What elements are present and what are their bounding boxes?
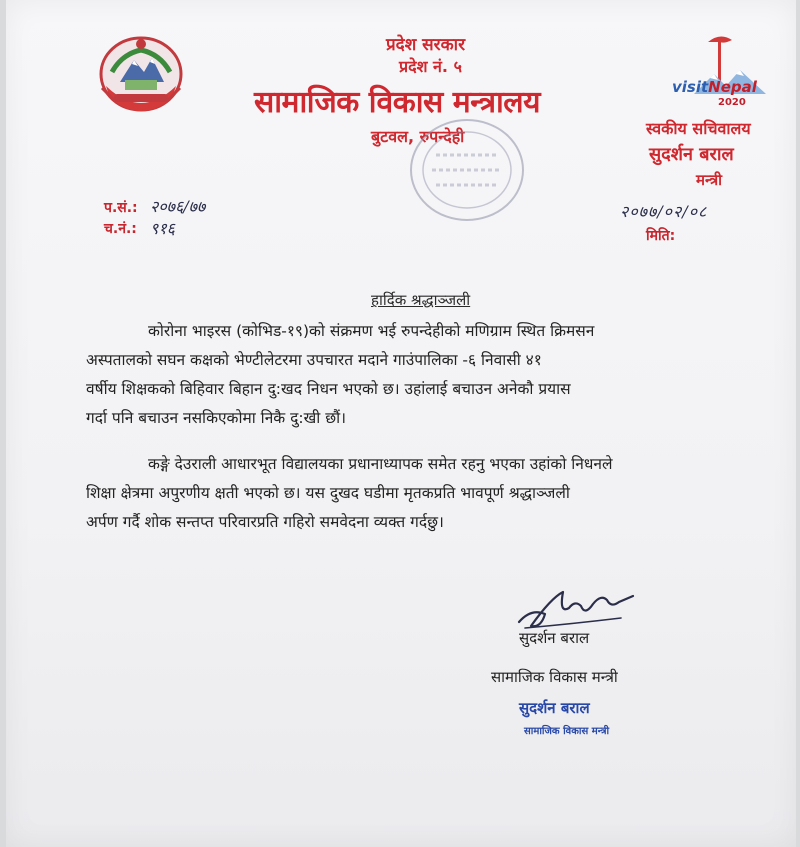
visit-word: visit — [672, 78, 709, 96]
paragraph-1-line: वर्षीय शिक्षकको बिहिवार बिहान दु:खद निधन भएको छ। उहांलाई बचाउन अनेकौ प्रयास — [86, 380, 571, 398]
ps-label: प.सं.: — [104, 200, 138, 216]
paragraph-1-line: अस्पतालको सघन कक्षको भेण्टीलेटरमा उपचारत मदाने गाउंपालिका -६ निवासी ४१ — [86, 351, 542, 369]
paragraph-2-line: शिक्षा क्षेत्रमा अपुरणीय क्षती भएको छ। यस दुखद घडीमा मृतकप्रति भावपूर्ण श्रद्धाञ्जली — [86, 484, 570, 502]
government-heading: प्रदेश सरकार — [386, 35, 466, 55]
paragraph-2-line: कङ्गे देउराली आधारभूत विद्यालयका प्रधानाध्यापक समेत रहनु भएका उहांको निधनले — [148, 455, 613, 473]
visit-nepal-wordmark — [672, 78, 757, 96]
paragraph-2 — [86, 450, 746, 537]
paragraph-2-line: अर्पण गर्दै शोक सन्तप्त परिवारप्रति गहिरो समवेदना व्यक्त गर्दछु। — [86, 513, 444, 531]
visit-nepal-year: 2020 — [718, 97, 746, 108]
province-heading: प्रदेश नं. ५ — [399, 57, 462, 76]
ministry-heading: सामाजिक विकास मन्त्रालय — [254, 85, 541, 120]
nepal-word: Nepal — [708, 78, 757, 96]
cn-label: च.नं.: — [104, 221, 137, 237]
date-value: २०७७/०२/०८ — [620, 202, 708, 221]
signatory-title: सामाजिक विकास मन्त्री — [491, 668, 618, 686]
paragraph-1-line: गर्दा पनि बचाउन नसकिएकोमा निकै दु:खी छौं। — [86, 409, 346, 427]
letter-title: हार्दिक श्रद्धाञ्जली — [371, 291, 471, 309]
minister-name-heading: सुदर्शन बराल — [649, 144, 734, 165]
location-heading: बुटवल, रुपन्देही — [371, 127, 465, 146]
minister-title-heading: मन्त्री — [696, 171, 723, 189]
name-stamp: सुदर्शन बराल — [519, 699, 590, 717]
date-label: मिति: — [646, 228, 676, 244]
paragraph-1 — [86, 317, 746, 433]
letter-page — [6, 0, 796, 847]
cn-value: ९१६ — [150, 219, 175, 238]
signatory-name: सुदर्शन बराल — [519, 629, 590, 647]
paragraph-1-line: कोरोना भाइरस (कोभिड-१९)को संक्रमण भई रुपन्देहीको मणिग्राम स्थित क्रिमसन — [148, 322, 595, 340]
ps-value: २०७६/७७ — [150, 197, 206, 216]
nepal-emblem-icon — [92, 28, 190, 114]
secretariat-heading: स्वकीय सचिवालय — [646, 119, 751, 138]
office-stamp-icon — [406, 115, 528, 225]
title-stamp: सामाजिक विकास मन्त्री — [524, 726, 610, 737]
